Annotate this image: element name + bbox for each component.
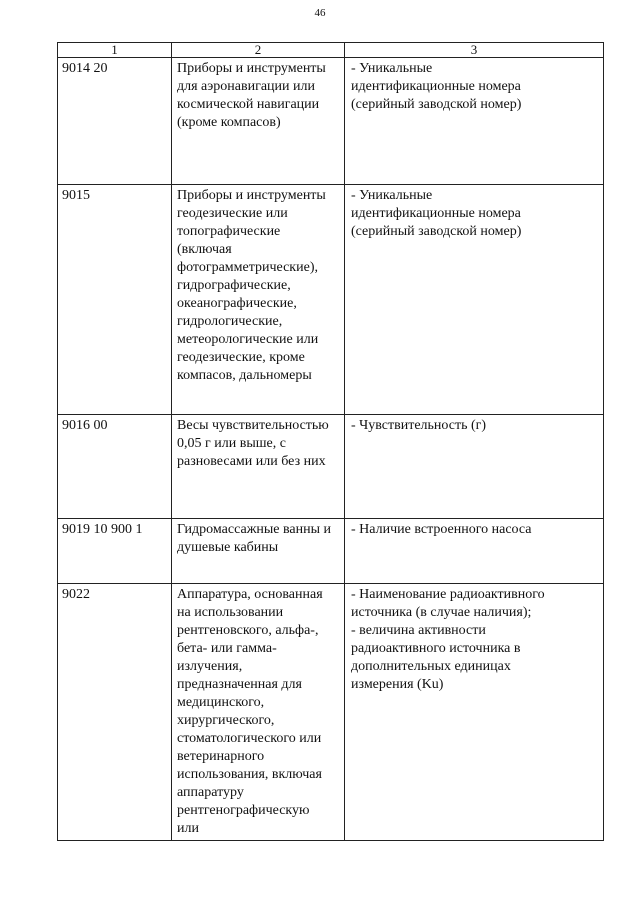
- row-name-cell: [172, 584, 345, 841]
- row-code-cell: [58, 58, 172, 185]
- row-name-cell: [172, 519, 345, 584]
- row-name: Приборы и инструменты геодезические или топографические (включая фотограмметрические), гидрографические, океанографические, гидрологические, метеорологические или геодезические, кроме компасов, дальномеры: [177, 188, 326, 383]
- row-name-cell: [172, 185, 345, 415]
- row-code: 9014 20: [62, 61, 108, 76]
- column-header-name: 2: [172, 43, 345, 58]
- classification-table: [57, 42, 604, 841]
- row-code: 9016 00: [62, 418, 108, 433]
- row-name: Приборы и инструменты для аэронавигации или космической навигации (кроме компасов): [177, 61, 326, 130]
- row-attributes: - Уникальные идентификационные номера (серийный заводской номер): [351, 61, 522, 112]
- row-code-cell: [58, 584, 172, 841]
- row-attributes: - Уникальные идентификационные номера (серийный заводской номер): [351, 188, 522, 239]
- table-row: [58, 584, 604, 841]
- table-row: [58, 415, 604, 519]
- column-header-code: 1: [58, 43, 172, 58]
- row-code: 9022: [62, 587, 90, 602]
- row-attributes-cell: [345, 584, 604, 841]
- row-attributes-cell: [345, 185, 604, 415]
- row-code-cell: [58, 519, 172, 584]
- row-code-cell: [58, 415, 172, 519]
- table-header-row: [58, 43, 604, 58]
- row-name-cell: [172, 58, 345, 185]
- row-code: 9019 10 900 1: [62, 522, 143, 537]
- column-header-attributes: 3: [345, 43, 604, 58]
- row-name: Гидромассажные ванны и душевые кабины: [177, 522, 332, 555]
- row-attributes: - Наименование радиоактивного источника (в случае наличия); - величина активности радиоактивного источника в дополнительных единицах измерения (Ku): [351, 587, 545, 692]
- row-attributes: - Чувствительность (г): [351, 418, 487, 433]
- row-code-cell: [58, 185, 172, 415]
- page-number: 46: [314, 7, 326, 19]
- table-row: [58, 519, 604, 584]
- row-name: Весы чувствительностью 0,05 г или выше, с разновесами или без них: [177, 418, 329, 469]
- row-code: 9015: [62, 188, 90, 203]
- row-attributes-cell: [345, 415, 604, 519]
- row-attributes-cell: [345, 58, 604, 185]
- row-name-cell: [172, 415, 345, 519]
- table-row: [58, 185, 604, 415]
- table-row: [58, 58, 604, 185]
- row-attributes: - Наличие встроенного насоса: [351, 522, 532, 537]
- row-attributes-cell: [345, 519, 604, 584]
- row-name: Аппаратура, основанная на использовании рентгеновского, альфа-, бета- или гамма- излучения, предназначенная для медицинского, хирургического, стоматологического или ветеринарного использования, включая аппаратуру рентгенографическую или: [177, 587, 323, 836]
